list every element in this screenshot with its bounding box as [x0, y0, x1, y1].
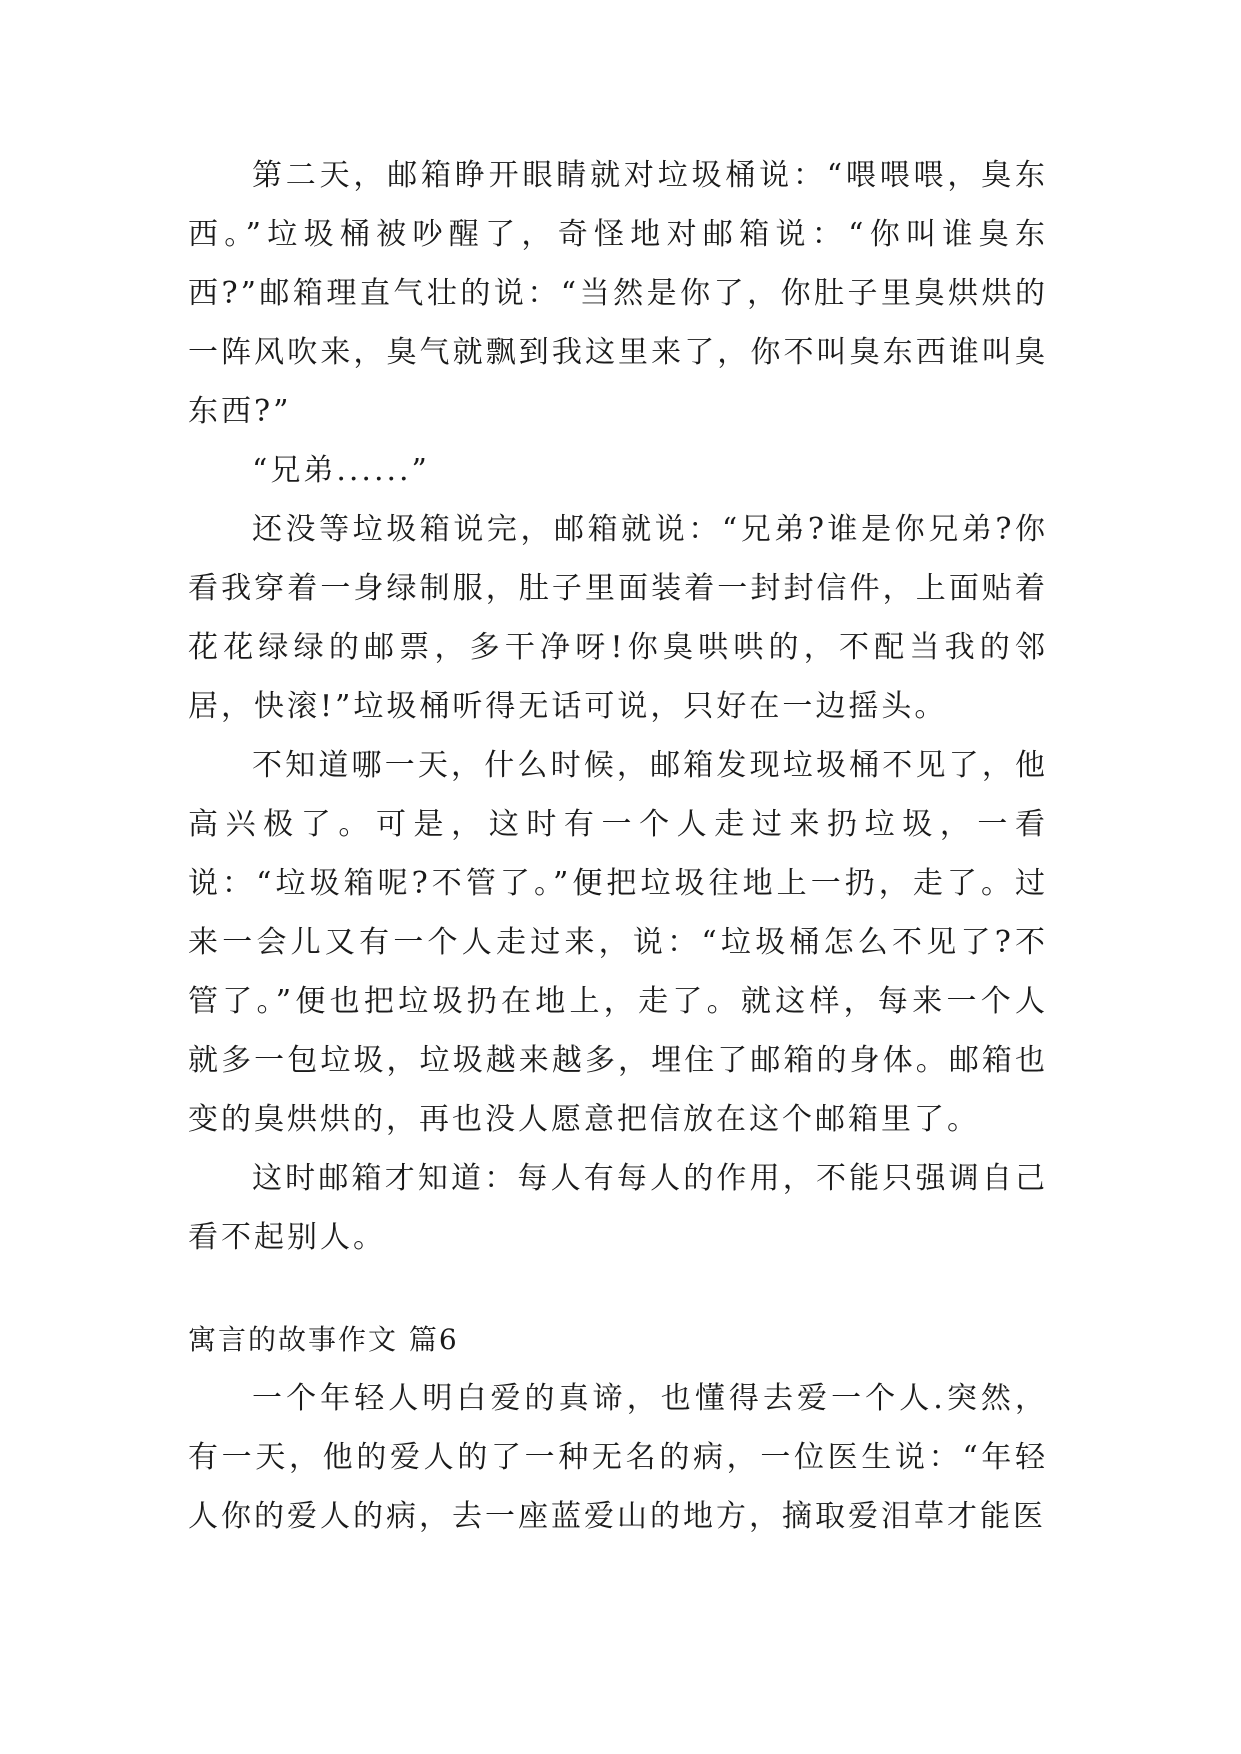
paragraph-garbage-piles: 不知道哪一天，什么时候，邮箱发现垃圾桶不见了，他高兴极了。可是，这时有一个人走过来扔垃圾，一看说：“垃圾箱呢?不管了。”便把垃圾往地上一扔，走了。过来一会儿又有一个人走过来，说：“垃圾桶怎么不见了?不管了。”便也把垃圾扔在地上，走了。就这样，每来一个人就多一包垃圾，垃圾越来越多，埋住了邮箱的身体。邮箱也变的臭烘烘的，再也没人愿意把信放在这个邮箱里了。 [188, 748, 1048, 1137]
section-heading: 寓言的故事作文 篇6 [188, 1323, 459, 1356]
paragraph-brother: “兄弟......” [252, 453, 430, 488]
story-body [188, 146, 1048, 1267]
paragraph-moral: 这时邮箱才知道：每人有每人的作用，不能只强调自己看不起别人。 [188, 1161, 1048, 1255]
paragraph-mailbox-refuses: 还没等垃圾箱说完，邮箱就说：“兄弟?谁是你兄弟?你看我穿着一身绿制服，肚子里面装着一封封信件，上面贴着花花绿绿的邮票，多干净呀!你臭哄哄的，不配当我的邻居，快滚!”垃圾桶听得无话可说，只好在一边摇头。 [188, 512, 1048, 724]
paragraph-young-man: 一个年轻人明白爱的真谛，也懂得去爱一个人.突然，有一天，他的爱人的了一种无名的病，一位医生说：“年轻人你的爱人的病，去一座蓝爱山的地方，摘取爱泪草才能医 [188, 1381, 1048, 1534]
section-6 [188, 1310, 1048, 1546]
paragraph-mailbox-insult: 第二天，邮箱睁开眼睛就对垃圾桶说：“喂喂喂，臭东西。”垃圾桶被吵醒了，奇怪地对邮箱说：“你叫谁臭东西?”邮箱理直气壮的说：“当然是你了，你肚子里臭烘烘的一阵风吹来，臭气就飘到我这里来了，你不叫臭东西谁叫臭东西?” [188, 158, 1048, 429]
